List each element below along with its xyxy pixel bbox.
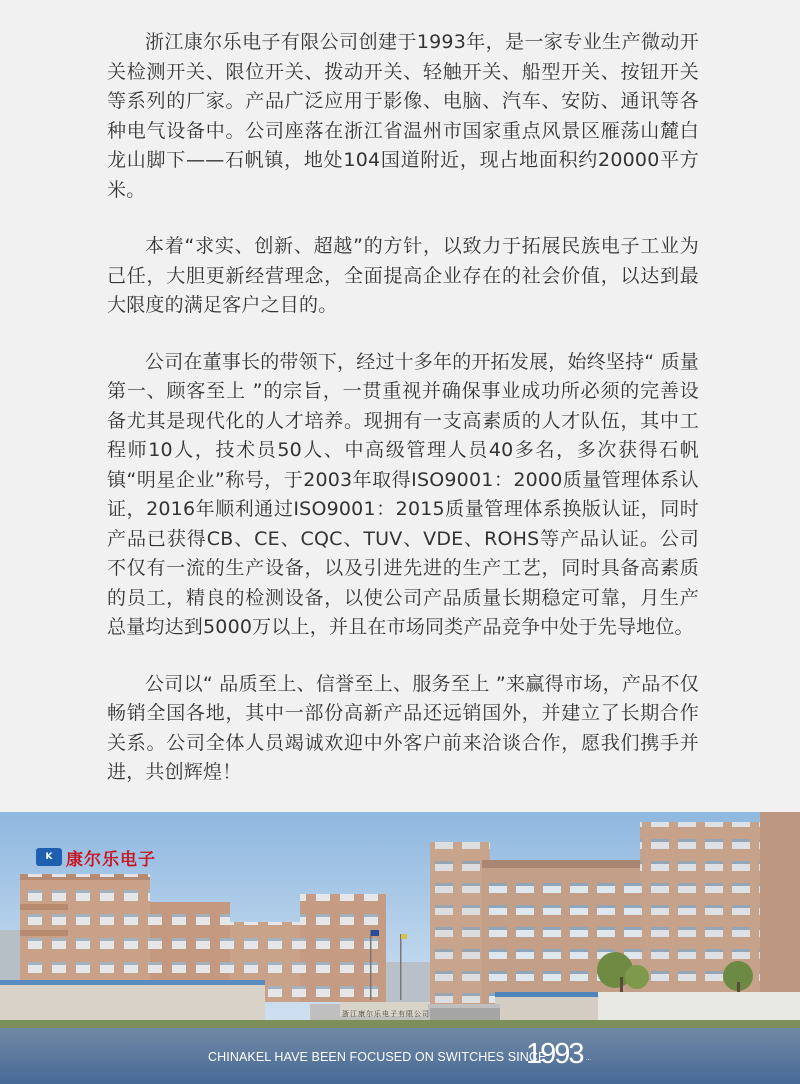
factory-roof-sign (36, 846, 156, 868)
intro-paragraph-3: 公司在董事长的带领下，经过十多年的开拓发展，始终坚持“ 质量第一、顾客至上 ”的宗旨，一贯重视并确保事业成功所必须的完善设备尤其是现代化的人才培养。现拥有一支高素质的人才队伍，其中工程师10人，技术员50人、中高级管理人员40多名，多次获得石帆镇“明星企业”称号，于2003年取得ISO9001：2000质量管理体系认证，2016年顺利通过ISO9001：2015质量管理体系换版认证，同时产品已获得CB、CE、CQC、TUV、VDE、ROHS等产品认证。公司不仅有一流的生产设备，以及引进先进的生产工艺，同时具备高素质的员工，精良的检测设备，以使公司产品质量长期稳定可靠，月生产总量均达到5000万以上，并且在市场同类产品竞争中处于先导地位。 (107, 350, 699, 638)
intro-paragraph-4: 公司以“ 品质至上、信誉至上、服务至上 ”来赢得市场，产品不仅畅销全国各地，其中一部份高新产品还远销国外，并建立了长期合作关系。公司全体人员竭诚欢迎中外客户前来洽谈合作，愿我们携手并进，共创辉煌！ (107, 672, 699, 783)
slogan-year: 1993 (526, 1038, 583, 1070)
company-logo: K (36, 848, 62, 866)
company-intro-text (107, 28, 699, 815)
intro-paragraph-2: 本着“求实、创新、超越”的方针，以致力于拓展民族电子工业为己任，大胆更新经营理念，全面提高企业存在的社会价值，以达到最大限度的满足客户之目的。 (107, 235, 699, 316)
gate-nameplate: 浙江康尔乐电子有限公司 (342, 1010, 430, 1018)
slogan-text: CHINAKEL HAVE BEEN FOCUSED ON SWITCHES SINCE (208, 1050, 547, 1064)
intro-paragraph-1: 浙江康尔乐电子有限公司创建于1993年，是一家专业生产微动开关检测开关、限位开关、拨动开关、轻触开关、船型开关、按钮开关等系列的厂家。产品广泛应用于影像、电脑、汽车、安防、通讯等各种电气设备中。公司座落在浙江省温州市国家重点风景区雁荡山麓白龙山脚下——石帆镇，地处104国道附近，现占地面积约20000平方米。 (107, 31, 699, 201)
slogan-year-suffix: ... (586, 1056, 592, 1062)
factory-sign-text: 康尔乐电子 (66, 849, 156, 870)
